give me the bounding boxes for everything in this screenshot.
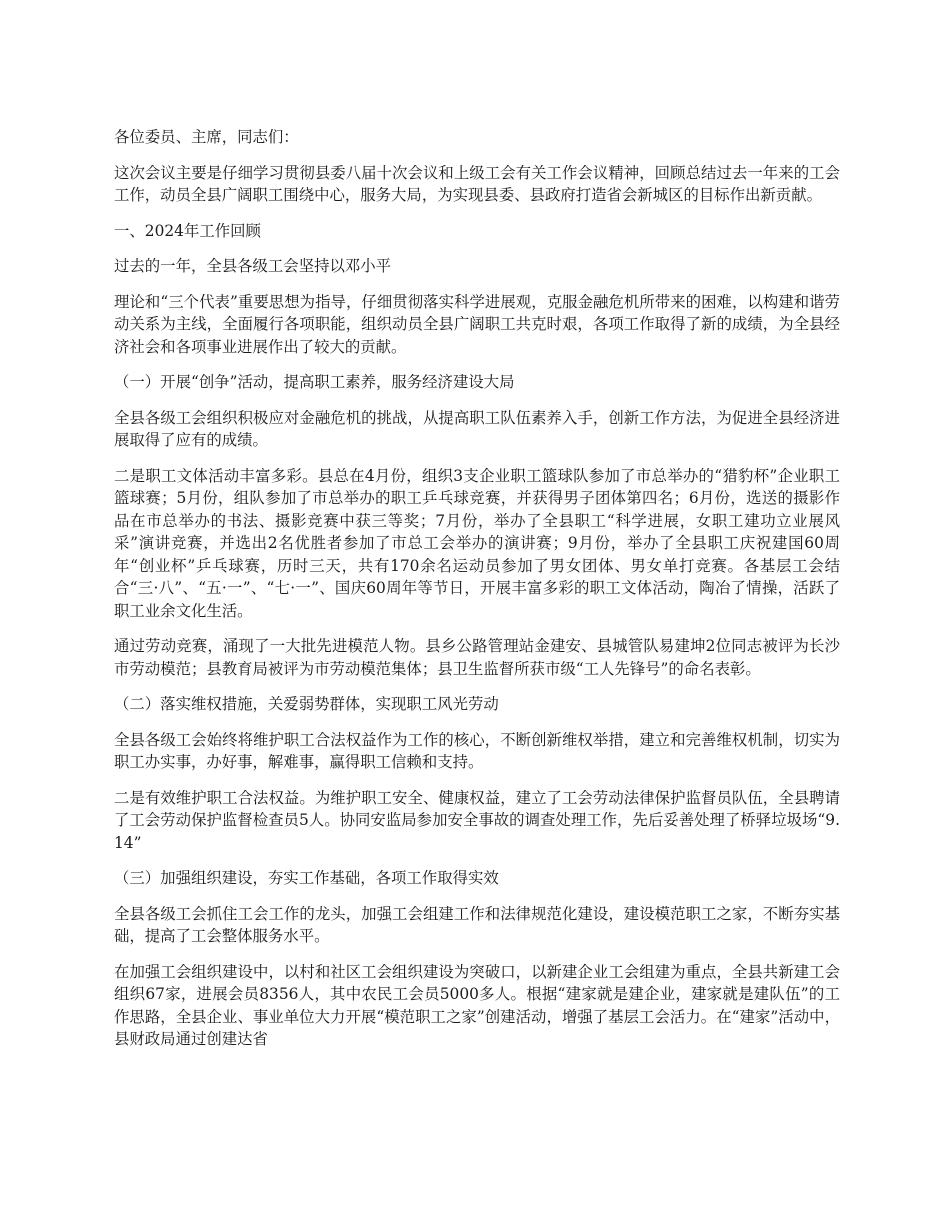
- intro-paragraph: 这次会议主要是仔细学习贯彻县委八届十次会议和上级工会有关工作会议精神，回顾总结过去一年来的工会工作，动员全县广阔职工围绕中心，服务大局，为实现县委、县政府打造省会新城区的目标作出新贡献。: [114, 163, 840, 204]
- salutation: 各位委员、主席，同志们：: [114, 128, 299, 146]
- body-paragraph: 过去的一年，全县各级工会坚持以邓小平: [114, 257, 392, 275]
- body-paragraph: 二是有效维护职工合法权益。为维护职工安全、健康权益，建立了工会劳动法律保护监督员队伍，全县聘请了工会劳动保护监督检查员5人。协同安监局参加安全事故的调查处理工作，先后妥善处理了桥驿垃圾场“9.14”: [114, 788, 840, 852]
- body-paragraph: 通过劳动竞赛，涌现了一大批先进模范人物。县乡公路管理站金建安、县城管队易建坤2位同志被评为长沙市劳动模范；县教育局被评为市劳动模范集体；县卫生监督所获市级“工人先锋号”的命名表彰。: [114, 637, 840, 678]
- body-paragraph: 在加强工会组织建设中，以村和社区工会组织建设为突破口，以新建企业工会组建为重点，全县共新建工会组织67家，进展会员8356人，其中农民工会员5000多人。根据“建家就是建企业，建家就是建队伍”的工作思路，全县企业、事业单位大力开展“模范职工之家”创建活动，增强了基层工会活力。在“建家”活动中，县财政局通过创建达省: [114, 962, 840, 1048]
- subsection-heading-2: （二）落实维权措施，关爱弱势群体，实现职工风光劳动: [114, 695, 499, 713]
- section-heading-review: 一、2024年工作回顾: [114, 221, 261, 240]
- body-paragraph: 全县各级工会组织积极应对金融危机的挑战，从提高职工队伍素养入手，创新工作方法，为促进全县经济进展取得了应有的成绩。: [114, 408, 840, 449]
- body-paragraph: 理论和“三个代表”重要思想为指导，仔细贯彻落实科学进展观，克服金融危机所带来的困难，以构建和谐劳动关系为主线，全面履行各项职能，组织动员全县广阔职工共克时艰，各项工作取得了新的成绩，为全县经济社会和各项事业进展作出了较大的贡献。: [114, 292, 840, 356]
- body-paragraph: 二是职工文体活动丰富多彩。县总在4月份，组织3支企业职工篮球队参加了市总举办的“猎豹杯”企业职工篮球赛；5月份，组队参加了市总举办的职工乒乓球竞赛，并获得男子团体第四名；6月份，选送的摄影作品在市总举办的书法、摄影竞赛中获三等奖；7月份，举办了全县职工“科学进展，女职工建功立业展风采”演讲竞赛，并选出2名优胜者参加了市总工会举办的演讲赛；9月份，举办了全县职工庆祝建国60周年“创业杯”乒乓球赛，历时三天，共有170余名运动员参加了男女团体、男女单打竞赛。各基层工会结合“三·八”、“五·一”、“七·一”、国庆60周年等节日，开展丰富多彩的职工文体活动，陶冶了情操，活跃了职工业余文化生活。: [114, 466, 840, 620]
- body-paragraph: 全县各级工会抓住工会工作的龙头，加强工会组建工作和法律规范化建设，建设模范职工之家，不断夯实基础，提高了工会整体服务水平。: [114, 904, 840, 945]
- subsection-heading-3: （三）加强组织建设，夯实工作基础，各项工作取得实效: [114, 869, 499, 887]
- subsection-heading-1: （一）开展“创争”活动，提高职工素养，服务经济建设大局: [114, 373, 515, 391]
- body-paragraph: 全县各级工会始终将维护职工合法权益作为工作的核心，不断创新维权举措，建立和完善维权机制，切实为职工办实事，办好事，解难事，赢得职工信赖和支持。: [114, 730, 840, 771]
